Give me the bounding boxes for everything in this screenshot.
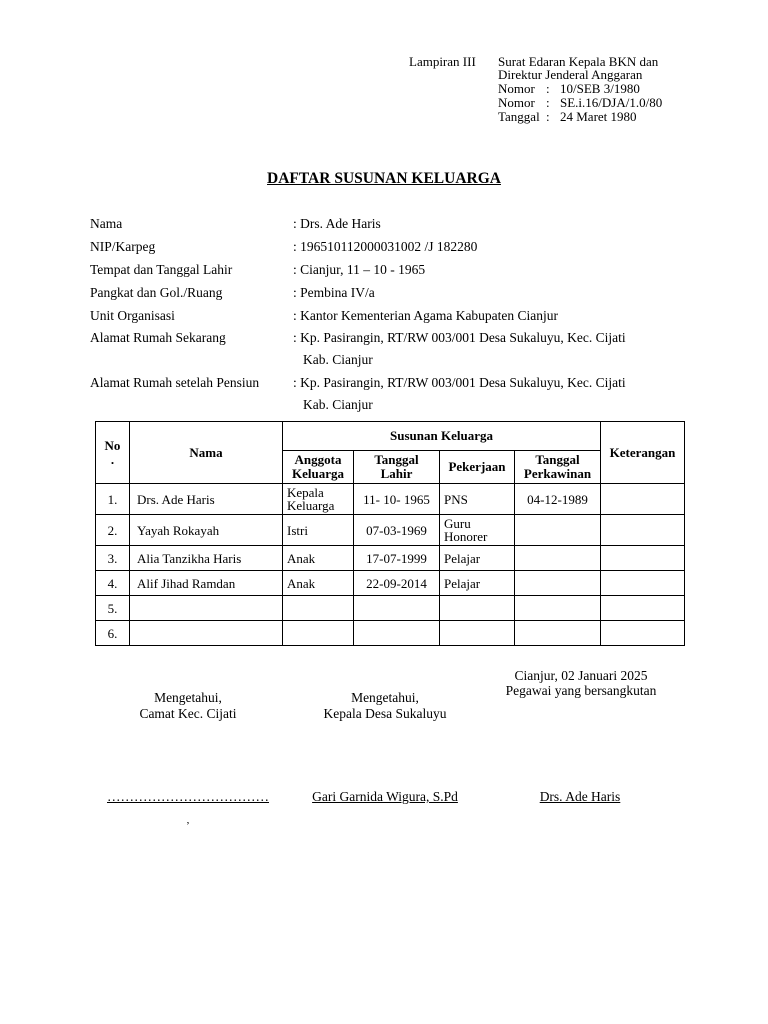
cell-anggota bbox=[283, 621, 354, 646]
header-keterangan: Keterangan bbox=[601, 422, 685, 484]
attachment-line-1: Surat Edaran Kepala BKN dan bbox=[498, 54, 659, 69]
cell-lahir bbox=[354, 596, 440, 621]
table-row bbox=[96, 596, 685, 621]
cell-kawin bbox=[515, 546, 601, 571]
header-no-text: No bbox=[104, 437, 121, 453]
table-header-row bbox=[96, 422, 685, 451]
cell-pekerjaan bbox=[440, 596, 515, 621]
cell-pekerjaan: Pelajar bbox=[440, 571, 515, 596]
ref-value: 24 Maret 1980 bbox=[560, 109, 637, 124]
cell-lahir: 11- 10- 1965 bbox=[354, 484, 440, 515]
attachment-label: Lampiran III bbox=[409, 54, 476, 69]
ref-key: Nomor bbox=[498, 95, 535, 110]
attachment-ref-row bbox=[498, 96, 662, 110]
field-label-address-retire: Alamat Rumah setelah Pensiun bbox=[90, 375, 260, 390]
field-value-address-current: : Kp. Pasirangin, RT/RW 003/001 Desa Sukaluyu, Kec. Cijati bbox=[293, 330, 626, 345]
cell-pekerjaan bbox=[440, 515, 515, 546]
header-susunan-keluarga: Susunan Keluarga bbox=[283, 422, 601, 451]
field-value-nama: : Drs. Ade Haris bbox=[293, 216, 381, 231]
employee-role: Pegawai yang bersangkutan bbox=[505, 683, 657, 698]
camat-acknowledge: Mengetahui, bbox=[154, 690, 222, 705]
header-nama: Nama bbox=[130, 422, 283, 484]
cell-keterangan bbox=[601, 546, 685, 571]
header-kawin-line1: Tanggal bbox=[535, 452, 580, 467]
header-lahir-line2: Lahir bbox=[380, 466, 413, 481]
table-row bbox=[96, 571, 685, 596]
cell-lahir: 07-03-1969 bbox=[354, 515, 440, 546]
employee-signature-name: Drs. Ade Haris bbox=[539, 789, 621, 804]
header-anggota-keluarga bbox=[283, 451, 354, 484]
cell-no: 2. bbox=[96, 515, 130, 546]
kades-acknowledge: Mengetahui, bbox=[351, 690, 419, 705]
field-value-rank: : Pembina IV/a bbox=[293, 285, 375, 300]
ref-key: Nomor bbox=[498, 81, 535, 96]
cell-kawin: 04-12-1989 bbox=[515, 484, 601, 515]
cell-keterangan bbox=[601, 515, 685, 546]
header-lahir-line1: Tanggal bbox=[374, 452, 419, 467]
cell-nama: Alia Tanzikha Haris bbox=[130, 546, 283, 571]
cell-nama: Drs. Ade Haris bbox=[130, 484, 283, 515]
table-row bbox=[96, 515, 685, 546]
cell-lahir: 22-09-2014 bbox=[354, 571, 440, 596]
camat-role: Camat Kec. Cijati bbox=[139, 706, 237, 721]
field-label-nama: Nama bbox=[90, 216, 123, 231]
place-date: Cianjur, 02 Januari 2025 bbox=[514, 668, 648, 683]
cell-pekerjaan bbox=[440, 484, 515, 515]
cell-pekerjaan: Pelajar bbox=[440, 546, 515, 571]
field-label-address-current: Alamat Rumah Sekarang bbox=[90, 330, 226, 345]
cell-nama bbox=[130, 596, 283, 621]
field-value-address-current-line2: Kab. Cianjur bbox=[303, 352, 373, 367]
cell-keterangan bbox=[601, 596, 685, 621]
cell-anggota: Anak bbox=[283, 546, 354, 571]
camat-signature-line: ……………………………… bbox=[107, 789, 269, 804]
field-label-nip: NIP/Karpeg bbox=[90, 239, 156, 254]
field-value-unit: : Kantor Kementerian Agama Kabupaten Cianjur bbox=[293, 308, 559, 323]
attachment-ref-row bbox=[498, 82, 640, 96]
attachment-ref-row bbox=[498, 110, 637, 124]
cell-kawin bbox=[515, 621, 601, 646]
cell-pekerjaan-line1: Guru bbox=[444, 516, 471, 531]
kades-signature-name: Gari Garnida Wigura, S.Pd bbox=[312, 789, 458, 804]
table-row bbox=[96, 546, 685, 571]
cell-keterangan bbox=[601, 571, 685, 596]
cell-kawin bbox=[515, 515, 601, 546]
field-value-nip: : 196510112000031002 /J 182280 bbox=[293, 239, 478, 254]
header-tanggal-perkawinan bbox=[515, 451, 601, 484]
stray-mark: , bbox=[186, 814, 190, 826]
table-row bbox=[96, 621, 685, 646]
header-kawin-line2: Perkawinan bbox=[523, 466, 592, 481]
cell-keterangan bbox=[601, 484, 685, 515]
kades-role: Kepala Desa Sukaluyu bbox=[323, 706, 447, 721]
cell-lahir bbox=[354, 621, 440, 646]
cell-anggota bbox=[283, 484, 354, 515]
ref-value: 10/SEB 3/1980 bbox=[560, 81, 640, 96]
field-label-rank: Pangkat dan Gol./Ruang bbox=[90, 285, 223, 300]
cell-anggota: Anak bbox=[283, 571, 354, 596]
attachment-line-2: Direktur Jenderal Anggaran bbox=[498, 67, 643, 82]
cell-anggota bbox=[283, 596, 354, 621]
header-no bbox=[96, 422, 130, 484]
ref-key: Tanggal bbox=[498, 109, 540, 124]
ref-colon: : bbox=[546, 109, 550, 124]
cell-nama: Alif Jihad Ramdan bbox=[130, 571, 283, 596]
cell-anggota-line2: Keluarga bbox=[287, 498, 335, 513]
cell-anggota-line1: Istri bbox=[287, 522, 308, 538]
cell-no: 6. bbox=[96, 621, 130, 646]
header-no-dot: . bbox=[110, 451, 115, 467]
cell-lahir: 17-07-1999 bbox=[354, 546, 440, 571]
field-value-address-retire-line2: Kab. Cianjur bbox=[303, 397, 373, 412]
family-table bbox=[95, 421, 685, 646]
cell-anggota-line1: Kepala bbox=[287, 485, 324, 500]
document-title: DAFTAR SUSUNAN KELUARGA bbox=[267, 170, 501, 187]
ref-colon: : bbox=[546, 95, 550, 110]
cell-no: 4. bbox=[96, 571, 130, 596]
field-value-address-retire: : Kp. Pasirangin, RT/RW 003/001 Desa Sukaluyu, Kec. Cijati bbox=[293, 375, 626, 390]
cell-keterangan bbox=[601, 621, 685, 646]
cell-nama: Yayah Rokayah bbox=[130, 515, 283, 546]
cell-pekerjaan-line1: PNS bbox=[444, 491, 468, 507]
header-anggota-line1: Anggota bbox=[294, 452, 342, 467]
ref-value: SE.i.16/DJA/1.0/80 bbox=[560, 95, 663, 110]
field-label-unit: Unit Organisasi bbox=[90, 308, 175, 323]
cell-kawin bbox=[515, 571, 601, 596]
field-value-birth: : Cianjur, 11 – 10 - 1965 bbox=[293, 262, 426, 277]
header-tanggal-lahir bbox=[354, 451, 440, 484]
cell-no: 3. bbox=[96, 546, 130, 571]
ref-colon: : bbox=[546, 81, 550, 96]
cell-anggota bbox=[283, 515, 354, 546]
header-anggota-line2: Keluarga bbox=[292, 466, 344, 481]
table-row bbox=[96, 484, 685, 515]
cell-nama bbox=[130, 621, 283, 646]
cell-kawin bbox=[515, 596, 601, 621]
header-pekerjaan: Pekerjaan bbox=[440, 451, 515, 484]
cell-pekerjaan bbox=[440, 621, 515, 646]
cell-pekerjaan-line2: Honorer bbox=[444, 529, 488, 544]
cell-no: 5. bbox=[96, 596, 130, 621]
cell-no: 1. bbox=[96, 484, 130, 515]
field-label-birth: Tempat dan Tanggal Lahir bbox=[90, 262, 233, 277]
